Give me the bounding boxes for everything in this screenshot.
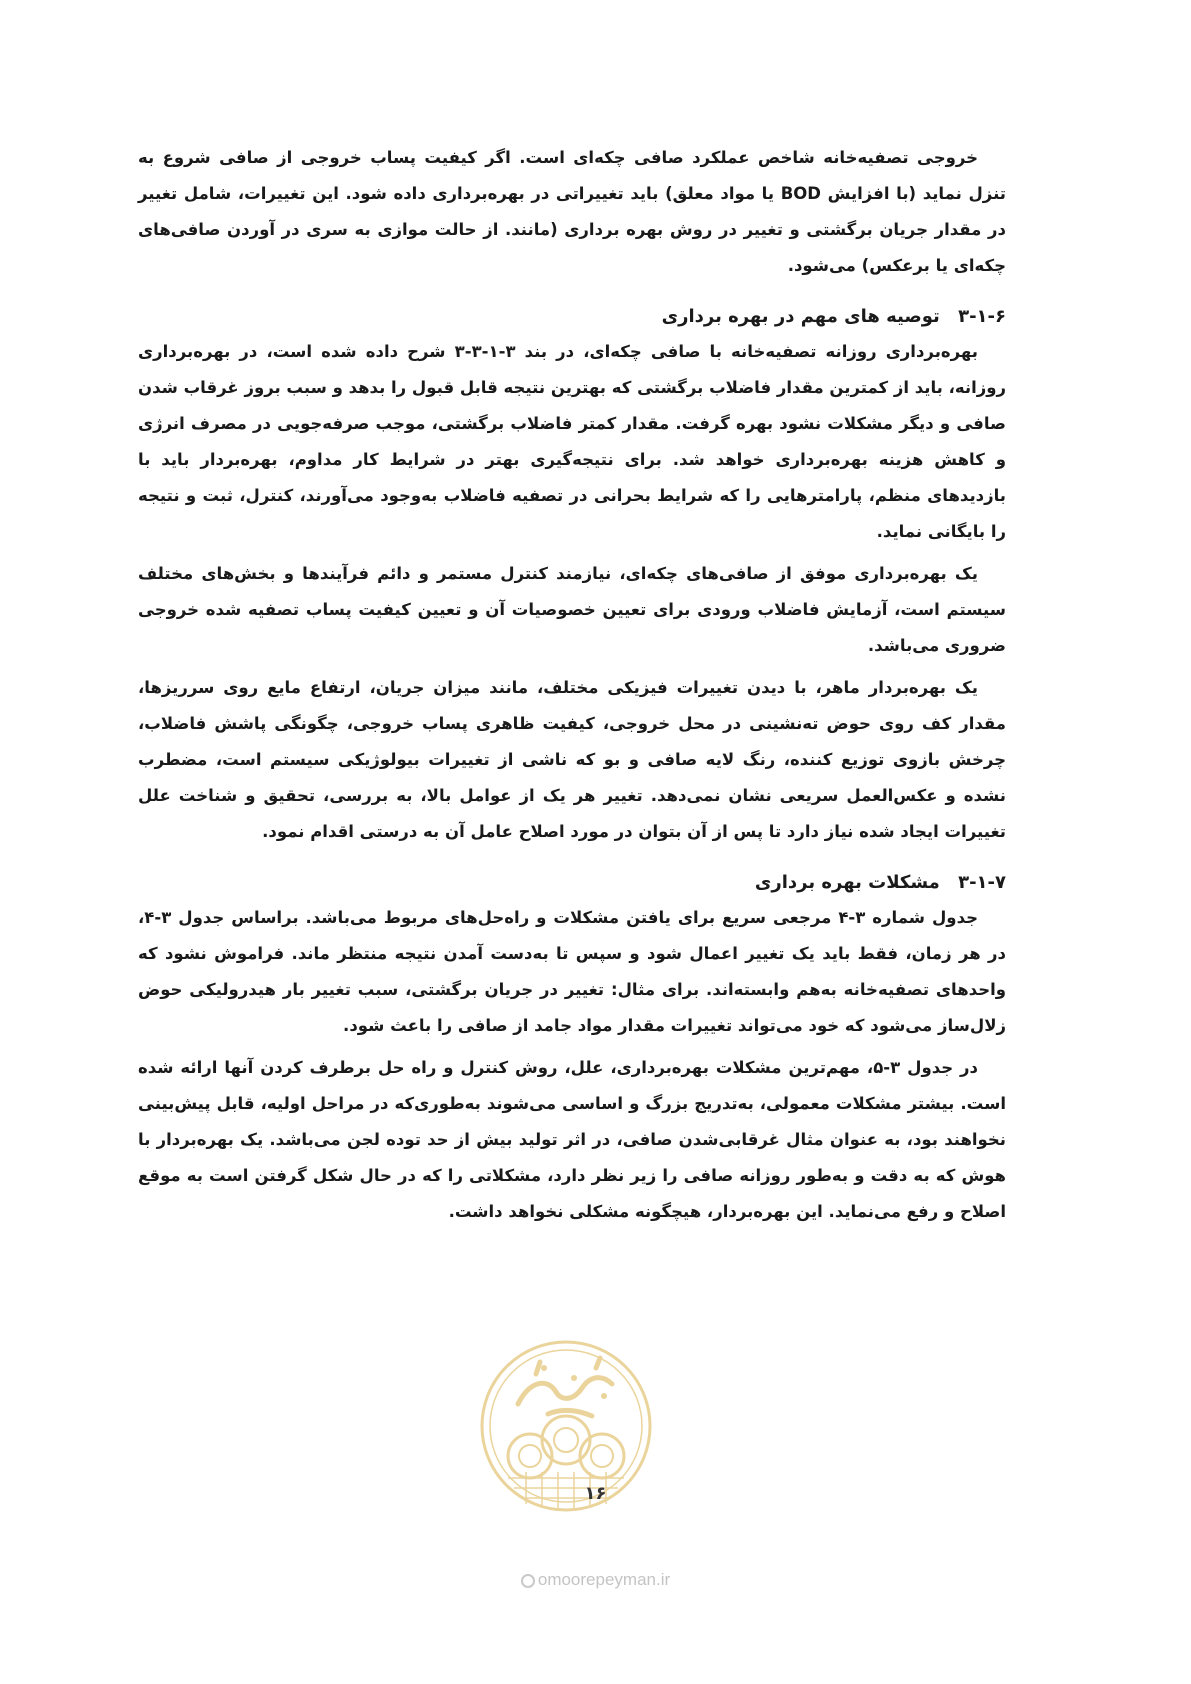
- paragraph: در جدول ۳-۵، مهم‌ترین مشکلات بهره‌برداری، علل، روش کنترل و راه حل برطرف کردن آنها ارائه شده است. بیشتر مشکلات معمولی، به‌تدریج بزرگ و اساسی می‌شوند به‌طوری‌که در مراحل اولیه، قابل پیش‌بینی نخواهند بود، به عنوان مثال غرقابی‌شدن صافی، در اثر تولید بیش از حد توده لجن می‌باشد. یک بهره‌بردار با هوش که به دقت و به‌طور روزانه صافی را زیر نظر دارد، مشکلاتی را که در حال شکل گرفتن است به موقع اصلاح و رفع می‌نماید. این بهره‌بردار، هیچگونه مشکلی نخواهد داشت.: [138, 1058, 1006, 1221]
- paragraph: جدول شماره ۳-۴ مرجعی سریع برای یافتن مشکلات و راه‌حل‌های مربوط می‌باشد. براساس جدول ۳-۴، در هر زمان، فقط باید یک تغییر اعمال شود و سپس تا به‌دست آمدن نتیجه منتظر ماند. فراموش نشود که واحدهای تصفیه‌خانه به‌هم وابسته‌اند. برای مثال: تغییر در جریان برگشتی، سبب تغییر بار هیدرولیکی حوض زلال‌ساز می‌شود که خود می‌تواند تغییرات مقدار مواد جامد از صافی را باعث شود.: [138, 908, 1006, 1035]
- paragraph: بهره‌برداری روزانه تصفیه‌خانه با صافی چکه‌ای، در بند ۳-۱-۳-۳ شرح داده شده است، در بهره‌برداری روزانه، باید از کمترین مقدار فاضلاب برگشتی که بهترین نتیجه قابل قبول را بدهد و سبب بروز غرقاب شدن صافی و دیگر مشکلات نشود بهره گرفت. مقدار کمتر فاضلاب برگشتی، موجب صرفه‌جویی در مصرف انرژی و کاهش هزینه بهره‌برداری خواهد شد. برای نتیجه‌گیری بهتر در شرایط کار مداوم، بهره‌بردار باید با بازدیدهای منظم، پارامترهایی را که شرایط بحرانی در تصفیه فاضلاب به‌وجود می‌آورند، کنترل، ثبت و نتیجه را بایگانی نماید.: [138, 342, 1006, 541]
- at-icon: [521, 1574, 535, 1588]
- website-text: omoorepeyman.ir: [537, 1570, 671, 1589]
- paragraph: یک بهره‌برداری موفق از صافی‌های چکه‌ای، نیازمند کنترل مستمر و دائم فرآیندها و بخش‌های مختلف سیستم است، آزمایش فاضلاب ورودی برای تعیین خصوصیات آن و تعیین کیفیت پساب تصفیه شده خروجی ضروری می‌باشد.: [138, 564, 1006, 655]
- section-title: توصیه های مهم در بهره برداری: [661, 306, 940, 327]
- intro-paragraph: خروجی تصفیه‌خانه شاخص عملکرد صافی چکه‌ای است. اگر کیفیت پساب خروجی از صافی شروع به تنزل نماید (با افزایش BOD یا مواد معلق) باید تغییراتی در بهره‌برداری داده شود. این تغییرات، شامل تغییر در مقدار جریان برگشتی و تغییر در روش بهره برداری (مانند. از حالت موازی به سری در آوردن صافی‌های چکه‌ای یا برعکس) می‌شود.: [138, 148, 1007, 275]
- page-number: ۱۶: [584, 1483, 607, 1504]
- website-footer: [0, 1570, 1191, 1590]
- paragraph: یک بهره‌بردار ماهر، با دیدن تغییرات فیزیکی مختلف، مانند میزان جریان، ارتفاع مایع روی سرریزها، مقدار کف روی حوض ته‌نشینی در محل خروجی، کیفیت ظاهری پساب خروجی، چگونگی پاشش فاضلاب، چرخش بازوی توزیع کننده، رنگ لایه صافی و بو که ناشی از تغییرات بیولوژیکی سیستم است، مضطرب نشده و عکس‌العمل سریعی نشان نمی‌دهد. تغییر هر یک از عوامل بالا، به بررسی، تحقیق و شناخت علل تغییرات ایجاد شده نیاز دارد تا پس از آن بتوان در مورد اصلاح عامل آن به درستی اقدام نمود.: [138, 678, 1006, 841]
- section-heading-6: [138, 300, 1006, 334]
- section-title: مشکلات بهره برداری: [754, 872, 940, 893]
- section-number: ۳-۱-۷: [958, 872, 1006, 893]
- document-body: [138, 140, 1006, 1236]
- section-number: ۳-۱-۶: [958, 306, 1006, 327]
- section-heading-7: [138, 866, 1006, 900]
